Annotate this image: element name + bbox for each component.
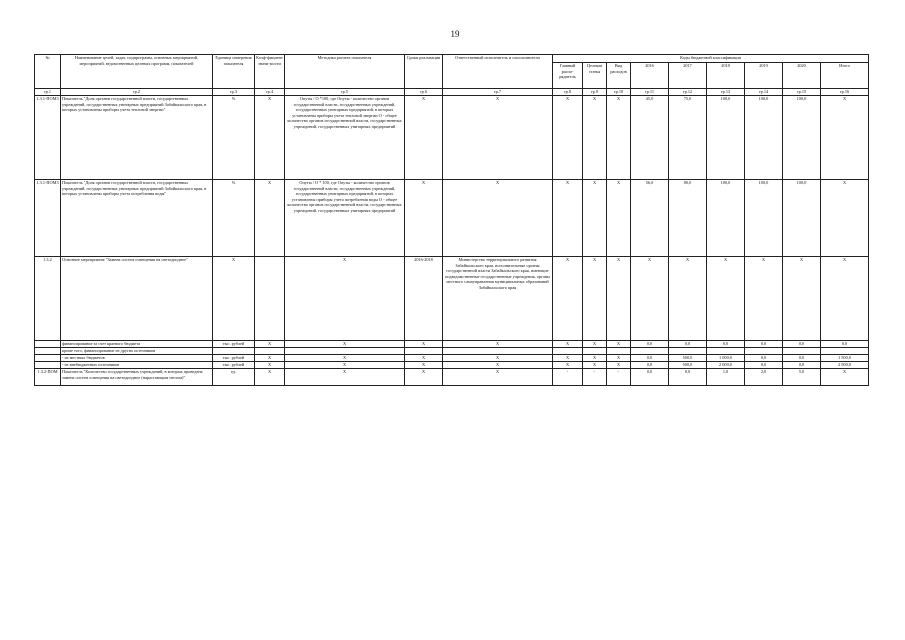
- header-name: Наименование целей, задач, подпрограмм, основных мероприятий, мероприятий, ведомственных целевых программ, показателей: [61, 55, 213, 89]
- finance-kbk: [553, 348, 583, 355]
- finance-kbk: [583, 348, 607, 355]
- finance-resp: Х: [443, 362, 553, 369]
- row-kbk-type: Х: [607, 96, 631, 180]
- col-num: гр.2: [61, 89, 213, 96]
- row-year-value: 56,0: [631, 180, 669, 257]
- col-num: гр.8: [553, 89, 583, 96]
- header-year-2019: 2019: [745, 63, 783, 89]
- row-coef: Х: [255, 369, 285, 386]
- finance-kbk: Х: [553, 341, 583, 348]
- finance-unit: тыс. рублей: [213, 341, 255, 348]
- row-year-value: 45,0: [631, 96, 669, 180]
- row-total: Х: [821, 180, 869, 257]
- finance-kbk: Х: [583, 362, 607, 369]
- finance-year: [631, 348, 669, 355]
- row-year-value: 2,0: [745, 369, 783, 386]
- row-name: Показатель "Доля органов государственной власти, государственных учреждений, государственных унитарных предприятий Забайкальского края, в которых установлены приборы учета тепловой энергии": [61, 96, 213, 180]
- row-resp: Министерство территориального развития Забайкальского края, исполнительные органы государственной власти Забайкальского края, имеющие подведомственные государственные учреждения, органы местного самоуправления муниципальных образований Забайкальского края: [443, 257, 553, 341]
- finance-row: [35, 355, 869, 362]
- row-resp: Х: [443, 369, 553, 386]
- row-kbk-target: Х: [583, 96, 607, 180]
- row-method: Х: [285, 369, 405, 386]
- finance-year: 0,0: [783, 362, 821, 369]
- row-kbk-main: Х: [553, 257, 583, 341]
- row-method: Опуты / О * 100, где Опуты - количество органов государственной власти, государственных учреждений, государственных унитарных предприятий, в которых установлены приборы учета потребления воды О - общее количество органов государственной власти, государственных учреждений, государственных унитарных предприятий: [285, 180, 405, 257]
- finance-label: кроме того, финансирование из других источников: [61, 348, 213, 355]
- col-num: гр.14: [745, 89, 783, 96]
- row-num: 1.3.2-ПОМ: [35, 369, 61, 386]
- header-year-2020: 2020: [783, 63, 821, 89]
- table-row: [35, 180, 869, 257]
- col-num: гр.6: [405, 89, 443, 96]
- finance-resp: Х: [443, 355, 553, 362]
- finance-year: 500,0: [669, 362, 707, 369]
- col-num: гр.5: [285, 89, 405, 96]
- header-year-2018: 2018: [707, 63, 745, 89]
- finance-year: [745, 348, 783, 355]
- finance-year: [783, 348, 821, 355]
- finance-year: 1 000,0: [707, 355, 745, 362]
- row-year-value: 100,0: [745, 180, 783, 257]
- finance-method: Х: [285, 355, 405, 362]
- header-row-1: [35, 55, 869, 63]
- row-coef: [255, 257, 285, 341]
- finance-label: финансирование за счет краевого бюджета: [61, 341, 213, 348]
- finance-coef: Х: [255, 355, 285, 362]
- finance-year: 500,0: [669, 355, 707, 362]
- row-num: 1.3.2: [35, 257, 61, 341]
- finance-year: 0,0: [631, 362, 669, 369]
- row-kbk-main: Х: [553, 180, 583, 257]
- finance-year: 0,0: [631, 341, 669, 348]
- finance-total: 2 500,0: [821, 362, 869, 369]
- finance-method: [285, 348, 405, 355]
- finance-terms: [405, 348, 443, 355]
- row-year-value: Х: [669, 257, 707, 341]
- header-year-2017: 2017: [669, 63, 707, 89]
- finance-method: Х: [285, 341, 405, 348]
- row-terms: 2016-2018: [405, 257, 443, 341]
- row-unit: Х: [213, 257, 255, 341]
- row-unit: %: [213, 96, 255, 180]
- row-year-value: 80,0: [669, 180, 707, 257]
- row-num: 1.3.1-ПОМ3: [35, 96, 61, 180]
- table-row: [35, 257, 869, 341]
- finance-kbk: Х: [553, 362, 583, 369]
- row-terms: Х: [405, 180, 443, 257]
- header-resp: Ответственный исполнитель и соисполнители: [443, 55, 553, 89]
- col-num: гр.7: [443, 89, 553, 96]
- finance-kbk: Х: [607, 362, 631, 369]
- col-num: гр.4: [255, 89, 285, 96]
- header-kbk: Коды бюджетной классификации: [553, 55, 869, 63]
- row-unit: ед.: [213, 369, 255, 386]
- row-year-value: 100,0: [707, 96, 745, 180]
- header-unit: Единица измерения показателя: [213, 55, 255, 89]
- finance-total: 0,0: [821, 341, 869, 348]
- col-num: гр.1: [35, 89, 61, 96]
- finance-total: [821, 348, 869, 355]
- finance-unit: тыс. рублей: [213, 362, 255, 369]
- finance-kbk: Х: [553, 355, 583, 362]
- finance-kbk: Х: [607, 341, 631, 348]
- row-kbk-type: Х: [607, 180, 631, 257]
- col-num: гр.16: [821, 89, 869, 96]
- finance-coef: Х: [255, 362, 285, 369]
- finance-row: [35, 341, 869, 348]
- row-kbk-target: Х: [583, 257, 607, 341]
- finance-method: Х: [285, 362, 405, 369]
- finance-year: 0,0: [745, 362, 783, 369]
- header-num: №: [35, 55, 61, 89]
- finance-terms: Х: [405, 341, 443, 348]
- row-method: Опуты / О *100, где Опуты - количество органов государственной власти, государственных учреждений, государственных унитарных предприятий, в которых установлены приборы учета тепловой энергии О - общее количество органов государственной власти, государственных учреждений, государственных унитарных предприятий: [285, 96, 405, 180]
- finance-year: 0,0: [783, 355, 821, 362]
- finance-label: - из местных бюджетов: [61, 355, 213, 362]
- row-year-value: 0,0: [669, 369, 707, 386]
- header-kbk-type: Вид расходов: [607, 63, 631, 89]
- row-year-value: 5,0: [783, 369, 821, 386]
- header-kbk-target: Целевая статья: [583, 63, 607, 89]
- finance-row: [35, 348, 869, 355]
- row-kbk-type: Х: [607, 257, 631, 341]
- row-kbk-type: -: [607, 369, 631, 386]
- finance-coef: Х: [255, 341, 285, 348]
- row-year-value: 100,0: [783, 96, 821, 180]
- finance-terms: Х: [405, 355, 443, 362]
- finance-resp: Х: [443, 341, 553, 348]
- finance-unit: тыс. рублей: [213, 355, 255, 362]
- row-name: Показатель "Количество государственных учреждений, в которых проведена замена систем освещения на светодиодное (нарастающим итогом)": [61, 369, 213, 386]
- row-kbk-main: -: [553, 369, 583, 386]
- finance-year: [707, 348, 745, 355]
- header-terms: Сроки реализации: [405, 55, 443, 89]
- row-total: Х: [821, 257, 869, 341]
- finance-kbk: Х: [607, 355, 631, 362]
- header-kbk-main: Главный распо-рядитель: [553, 63, 583, 89]
- row-resp: Х: [443, 96, 553, 180]
- col-num: гр.10: [607, 89, 631, 96]
- finance-kbk: Х: [583, 341, 607, 348]
- col-num: гр.15: [783, 89, 821, 96]
- row-name: Показатель "Доля органов государственной власти, государственных учреждений, государственных унитарных предприятий Забайкальского края, в которых установлены приборы учета потребления воды": [61, 180, 213, 257]
- col-num: гр.3: [213, 89, 255, 96]
- column-number-row: [35, 89, 869, 96]
- page-number: 19: [450, 29, 460, 39]
- row-terms: Х: [405, 369, 443, 386]
- row-total: Х: [821, 369, 869, 386]
- col-num: гр.11: [631, 89, 669, 96]
- table-row: [35, 369, 869, 386]
- finance-resp: [443, 348, 553, 355]
- program-table: [34, 54, 869, 386]
- row-year-value: Х: [783, 257, 821, 341]
- row-year-value: Х: [707, 257, 745, 341]
- row-terms: Х: [405, 96, 443, 180]
- finance-row: [35, 362, 869, 369]
- finance-unit: [213, 348, 255, 355]
- row-year-value: 0,0: [631, 369, 669, 386]
- finance-year: 0,0: [745, 355, 783, 362]
- col-num: гр.12: [669, 89, 707, 96]
- finance-year: 0,0: [707, 341, 745, 348]
- row-kbk-target: -: [583, 369, 607, 386]
- finance-kbk: Х: [583, 355, 607, 362]
- finance-total: 1 500,0: [821, 355, 869, 362]
- finance-year: 0,0: [745, 341, 783, 348]
- row-year-value: 75,0: [669, 96, 707, 180]
- finance-year: 2 000,0: [707, 362, 745, 369]
- row-kbk-main: Х: [553, 96, 583, 180]
- row-total: Х: [821, 96, 869, 180]
- finance-coef: [255, 348, 285, 355]
- finance-year: 0,0: [669, 341, 707, 348]
- finance-year: 0,0: [631, 355, 669, 362]
- header-year-2016: 2016: [631, 63, 669, 89]
- row-resp: Х: [443, 180, 553, 257]
- row-name: Основное мероприятие "Замена систем освещения на светодиодное": [61, 257, 213, 341]
- col-num: гр.9: [583, 89, 607, 96]
- row-year-value: 100,0: [783, 180, 821, 257]
- table-row: [35, 96, 869, 180]
- row-kbk-target: Х: [583, 180, 607, 257]
- row-year-value: 100,0: [745, 96, 783, 180]
- row-year-value: 1,0: [707, 369, 745, 386]
- finance-year: [669, 348, 707, 355]
- header-method: Методика расчета показателя: [285, 55, 405, 89]
- finance-year: 0,0: [783, 341, 821, 348]
- row-year-value: Х: [631, 257, 669, 341]
- row-coef: Х: [255, 180, 285, 257]
- col-num: гр.13: [707, 89, 745, 96]
- row-unit: %: [213, 180, 255, 257]
- header-total: Итого: [821, 63, 869, 89]
- finance-kbk: [607, 348, 631, 355]
- row-coef: Х: [255, 96, 285, 180]
- row-method: Х: [285, 257, 405, 341]
- row-year-value: Х: [745, 257, 783, 341]
- header-coef: Коэф-фициент значи-мости: [255, 55, 285, 89]
- row-year-value: 100,0: [707, 180, 745, 257]
- finance-label: - из внебюджетных источников: [61, 362, 213, 369]
- finance-terms: Х: [405, 362, 443, 369]
- row-num: 1.3.1-ПОМ3: [35, 180, 61, 257]
